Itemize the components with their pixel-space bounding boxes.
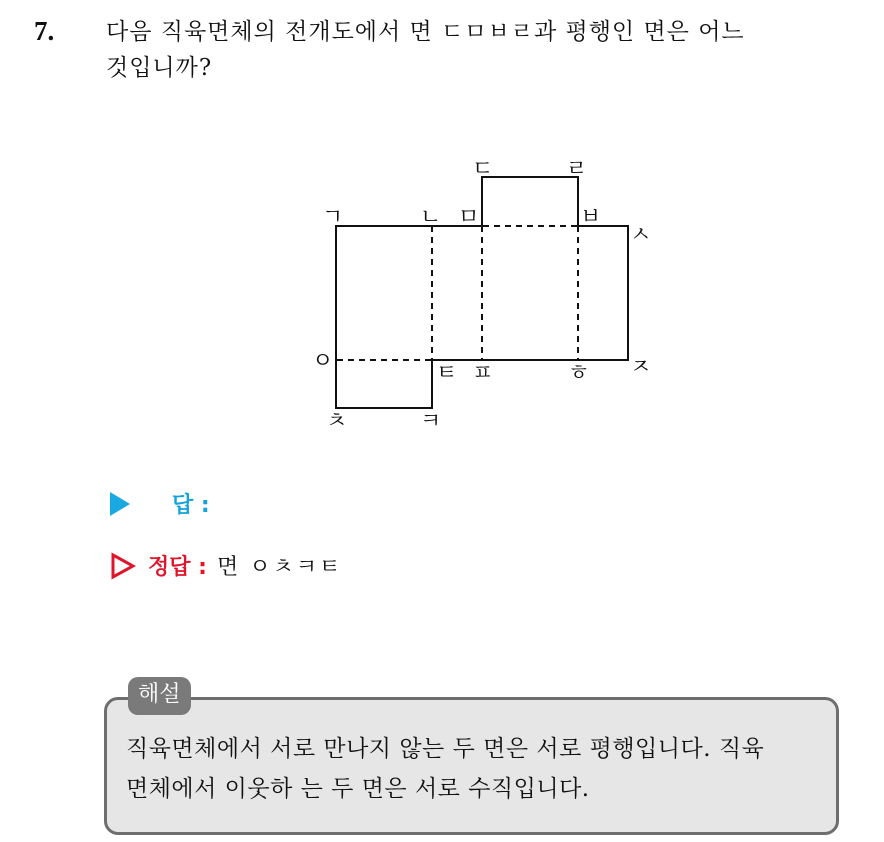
- label-tieut: ㅌ: [436, 361, 458, 386]
- label-mieum: ㅁ: [458, 205, 480, 230]
- net-bottom-face: [336, 360, 432, 408]
- label-jieut: ㅈ: [630, 355, 652, 380]
- outline-triangle-icon: [110, 552, 136, 580]
- explanation-tag: 해설: [128, 677, 191, 715]
- solution-value: 면 ㅇㅊㅋㅌ: [216, 555, 343, 580]
- explanation-text: [126, 729, 826, 809]
- question-number: 7.: [34, 16, 55, 46]
- label-rieul: ㄹ: [566, 157, 588, 182]
- label-siot: ㅅ: [630, 223, 652, 248]
- answer-label: 답 :: [172, 493, 210, 518]
- question-line-2: 것입니까?: [106, 55, 213, 81]
- net-fold-lines: [337, 226, 578, 360]
- question-text: [106, 14, 866, 86]
- solution-label: 정답 :: [148, 555, 207, 580]
- label-kieuk: ㅋ: [420, 409, 442, 434]
- label-giyeok: ㄱ: [322, 205, 344, 230]
- net-top-face: [482, 177, 578, 226]
- question-line-1: 다음 직육면체의 전개도에서 면 ㄷㅁㅂㄹ과 평행인 면은 어느: [106, 19, 745, 45]
- label-bieup: ㅂ: [580, 205, 602, 230]
- cuboid-net-diagram: [300, 150, 660, 440]
- solution-row: [110, 550, 342, 581]
- label-nieun: ㄴ: [420, 205, 442, 230]
- label-pieup: ㅍ: [472, 361, 494, 386]
- label-digeut: ㄷ: [472, 157, 494, 182]
- net-erase-shared-edges: [337, 226, 577, 360]
- answer-row: [110, 488, 210, 519]
- label-chieut: ㅊ: [326, 409, 348, 434]
- explanation-line-1: 직육면체에서 서로 만나지 않는 두 면은 서로 평행입니다. 직육: [126, 736, 765, 762]
- label-ieung: ㅇ: [312, 349, 334, 374]
- label-hieut: ㅎ: [568, 361, 590, 386]
- filled-triangle-icon: [110, 492, 130, 516]
- explanation-line-2: 면체에서 이웃하 는 두 면은 서로 수직입니다.: [126, 776, 590, 802]
